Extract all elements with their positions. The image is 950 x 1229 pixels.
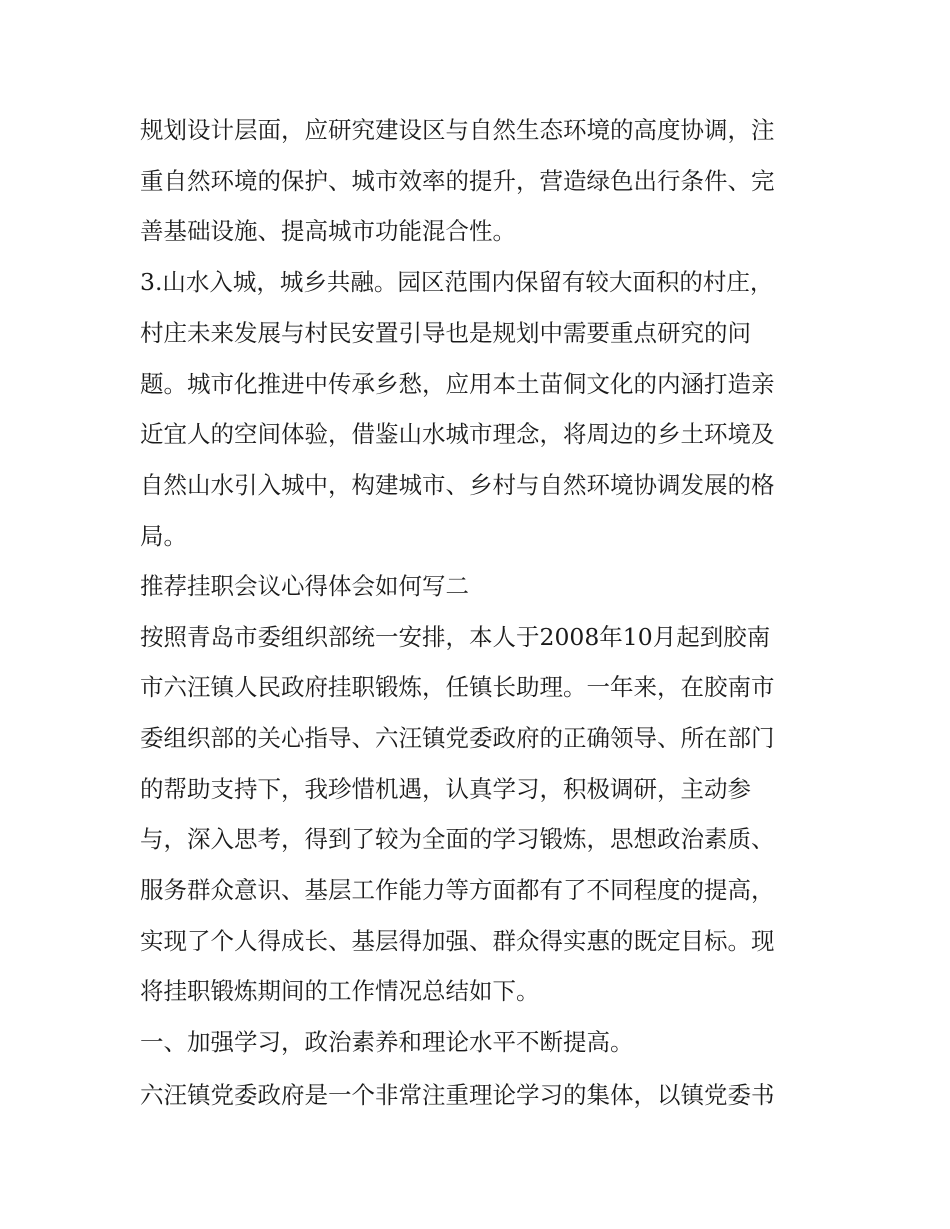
text-line: 将挂职锻炼期间的工作情况总结如下。 [140, 977, 540, 1005]
text-line: 3.山水入城，城乡共融。园区范围内保留有较大面积的村庄， [140, 268, 774, 296]
section-heading: 推荐挂职会议心得体会如何写二 [140, 572, 469, 600]
text-line: 善基础设施、提高城市功能混合性。 [140, 217, 516, 245]
text-line: 与，深入思考，得到了较为全面的学习锻炼，思想政治素质、 [140, 825, 775, 853]
text-line: 题。城市化推进中传承乡愁，应用本土苗侗文化的内涵打造亲 [140, 370, 775, 398]
text-line: 按照青岛市委组织部统一安排，本人于2008年10月起到胶南 [140, 623, 771, 651]
subheading: 一、加强学习，政治素养和理论水平不断提高。 [140, 1028, 634, 1056]
text-line: 近宜人的空间体验，借鉴山水城市理念，将周边的乡土环境及 [140, 420, 775, 448]
text-line: 村庄未来发展与村民安置引导也是规划中需要重点研究的问 [140, 319, 751, 347]
text-line: 六汪镇党委政府是一个非常注重理论学习的集体，以镇党委书 [140, 1081, 775, 1109]
text-line: 市六汪镇人民政府挂职锻炼，任镇长助理。一年来，在胶南市 [140, 673, 775, 701]
text-line: 实现了个人得成长、基层得加强、群众得实惠的既定目标。现 [140, 927, 775, 955]
text-line: 规划设计层面，应研究建设区与自然生态环境的高度协调，注 [140, 116, 775, 144]
text-line: 重自然环境的保护、城市效率的提升，营造绿色出行条件、完 [140, 167, 775, 195]
text-line: 自然山水引入城中，构建城市、乡村与自然环境协调发展的格 [140, 471, 775, 499]
text-line: 局。 [140, 522, 187, 550]
text-line: 的帮助支持下，我珍惜机遇，认真学习，积极调研，主动参 [140, 775, 751, 803]
text-line: 服务群众意识、基层工作能力等方面都有了不同程度的提高， [140, 876, 775, 904]
text-line: 委组织部的关心指导、六汪镇党委政府的正确领导、所在部门 [140, 724, 775, 752]
